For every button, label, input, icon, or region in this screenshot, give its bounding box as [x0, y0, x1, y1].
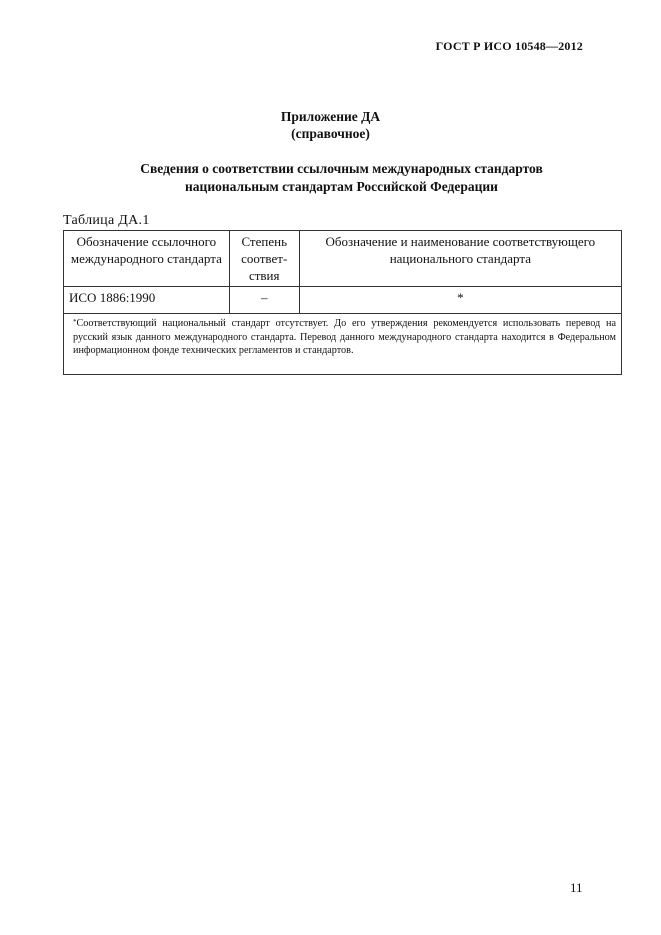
footnote-mark: * — [73, 318, 77, 326]
table-caption: Таблица ДА.1 — [63, 213, 150, 228]
document-code-header: ГОСТ Р ИСО 10548—2012 — [435, 39, 583, 53]
annex-title: Приложение ДА — [280, 109, 381, 124]
section-heading — [0, 160, 661, 196]
cell-degree: – — [229, 287, 299, 314]
table-footnote — [64, 314, 622, 375]
section-title-line-1: Сведения о соответствии ссылочным международных стандартов — [140, 161, 543, 176]
header-designation: Обозначение ссылочного международного стандарта — [64, 231, 230, 287]
table-note-row — [64, 314, 622, 375]
cell-designation: ИСО 1886:1990 — [64, 287, 230, 314]
header-degree: Степень соответ-ствия — [229, 231, 299, 287]
table-header-row — [64, 231, 622, 287]
table-row — [64, 287, 622, 314]
annex-heading — [0, 108, 661, 142]
header-national-standard: Обозначение и наименование соответствующего национального стандарта — [299, 231, 621, 287]
page-number: 11 — [570, 880, 583, 895]
footnote-text: Соответствующий национальный стандарт отсутствует. До его утверждения рекомендуется использовать перевод на русский язык данного международного стандарта. Перевод данного международного стандарта находится в Федеральном информационном фонде технических регламентов и стандартов. — [73, 318, 616, 356]
section-title-line-2: национальным стандартам Российской Федерации — [185, 179, 498, 194]
reference-standards-table — [63, 230, 622, 375]
annex-subtitle: (справочное) — [291, 126, 370, 141]
cell-national-standard: * — [299, 287, 621, 314]
